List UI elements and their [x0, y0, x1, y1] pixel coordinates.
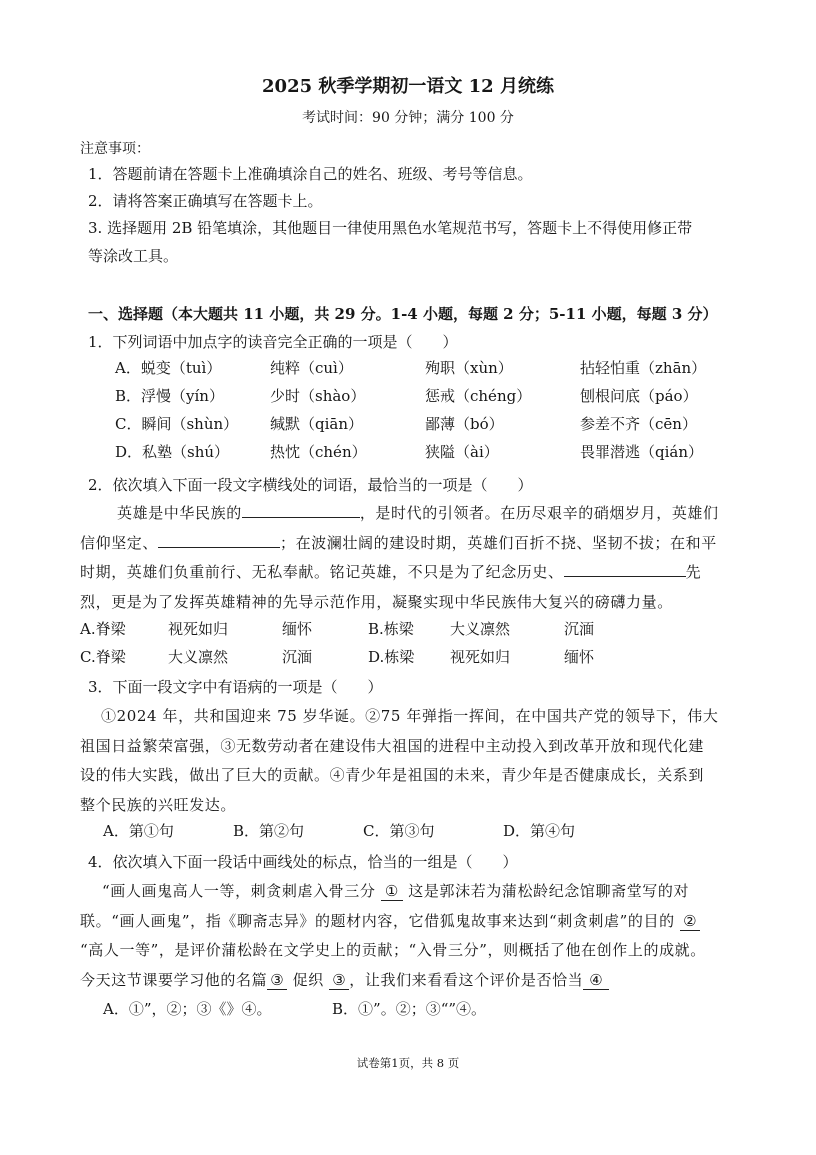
q1-d-word-3: 狭隘（ài） [425, 443, 499, 461]
q1-option-c[interactable] [115, 413, 735, 434]
q2-text-1: 英雄是中华民族的 [117, 504, 242, 522]
q3-options [103, 820, 703, 841]
q4-text-4a: 今天这节课要学习他的名篇 [80, 970, 268, 989]
q2-a-word-2: 视死如归 [168, 620, 229, 638]
note-item-2: 2．请将答案正确填写在答题卡上。 [88, 192, 323, 210]
q4-text-4c: ，让我们来看看这个评价是否恰当 [349, 970, 584, 989]
q1-stem: 1．下列词语中加点字的读音完全正确的一项是（ ） [88, 333, 458, 351]
notes-heading: 注意事项： [80, 141, 150, 157]
q1-d-word-4: 畏罪潜逃（qián） [580, 443, 704, 461]
q1-a-word-2: 纯粹（cuì） [270, 359, 353, 377]
q4-text-4b: 促织 [292, 970, 324, 989]
q2-option-d[interactable]: D.栋梁 [368, 648, 415, 666]
q4-stem: 4．依次填入下面一段话中画线处的标点，恰当的一组是（ ） [88, 853, 518, 871]
q1-b-word-3: 惩戒（chéng） [425, 387, 532, 405]
q2-blank-3 [564, 562, 686, 577]
q2-options-row-2 [80, 646, 720, 667]
q3-line-4: 整个民族的兴旺发达。 [80, 795, 237, 814]
q3-line-3: 设的伟大实践，做出了巨大的贡献。④青少年是祖国的未来，青少年是否健康成长，关系到 [80, 766, 705, 784]
q2-passage [80, 499, 740, 617]
q1-option-d[interactable] [115, 441, 735, 462]
q2-b-word-2: 大义凛然 [450, 620, 511, 638]
q3-option-a[interactable]: A．第①句 [103, 822, 174, 840]
q1-c-word-4: 参差不齐（cēn） [580, 415, 697, 433]
q2-text-6: 先 [685, 563, 702, 581]
q1-b-word-1: B．浮慢（yín） [115, 387, 224, 405]
q1-option-b[interactable] [115, 385, 735, 406]
q3-stem: 3．下面一段文字中有语病的一项是（ ） [88, 678, 383, 696]
q1-c-word-1: C．瞬间（shùn） [115, 415, 239, 433]
q1-d-word-2: 热忱（chén） [270, 443, 367, 461]
q3-line-2: 祖国日益繁荣富强，③无数劳动者在建设伟大祖国的进程中主动投入到改革开放和现代化建 [80, 736, 705, 755]
q4-text-1b: 这是郭沫若为蒲松龄纪念馆聊斋堂写的对 [408, 882, 690, 900]
q4-mark-1: ① [381, 882, 403, 901]
q3-option-d[interactable]: D．第④句 [503, 822, 576, 840]
q4-text-3: “高人一等”，是评价蒲松龄在文学史上的贡献；“入骨三分”，则概括了他在创作上的成就。 [80, 941, 706, 959]
q1-c-word-3: 鄙薄（bó） [425, 415, 504, 433]
q4-option-b[interactable]: B．①”。②；③“”④。 [332, 1000, 487, 1018]
q2-text-7: 烈，更是为了发挥英雄精神的先导示范作用，凝聚实现中华民族伟大复兴的磅礴力量。 [80, 592, 673, 611]
q1-d-word-1: D．私塾（shú） [115, 443, 230, 461]
q2-a-word-3: 缅怀 [282, 620, 313, 638]
q2-stem: 2．依次填入下面一段文字横线处的词语，最恰当的一项是（ ） [88, 476, 533, 494]
q4-mark-4: ④ [583, 971, 609, 990]
q1-option-a[interactable] [115, 357, 735, 378]
q1-b-word-4: 刨根问底（páo） [580, 387, 698, 405]
q4-text-2a: 联。“画人画鬼”，指《聊斋志异》的题材内容，它借狐鬼故事来达到“刺贪刺虐”的目的 [80, 911, 675, 930]
q2-b-word-3: 沉湎 [564, 620, 595, 638]
q1-b-word-2: 少时（shào） [270, 387, 366, 405]
q4-passage [80, 877, 740, 995]
note-item-3-cont: 等涂改工具。 [88, 247, 179, 265]
q2-d-word-3: 缅怀 [564, 648, 595, 666]
q2-text-3: 信仰坚定、 [80, 533, 159, 552]
q2-blank-1 [242, 503, 360, 518]
q2-option-b[interactable]: B.栋梁 [368, 620, 414, 638]
exam-title: 2025 秋季学期初一语文 12 月统练 [262, 76, 554, 97]
section-heading: 一、选择题（本大题共 11 小题，共 29 分。1-4 小题，每题 2 分；5-11 小题，每题 3 分） [88, 305, 718, 323]
note-item-1: 1．答题前请在答题卡上准确填涂自己的姓名、班级、考号等信息。 [88, 165, 533, 183]
q4-mark-3b: ③ [329, 971, 349, 990]
page-footer: 试卷第1页，共 8 页 [356, 1056, 460, 1070]
q2-text-4: ；在波澜壮阔的建设时期，英雄们百折不挠、坚韧不拔；在和平 [280, 533, 717, 552]
q2-option-c[interactable]: C.脊梁 [80, 648, 126, 666]
q3-line-1: ①2024 年，共和国迎来 75 岁华诞。②75 年弹指一挥间，在中国共产党的领导下，伟大 [101, 707, 719, 725]
q3-option-c[interactable]: C．第③句 [363, 822, 435, 840]
q4-mark-2: ② [680, 912, 700, 931]
q4-option-a[interactable]: A．①”，②；③《》④。 [103, 1000, 272, 1018]
note-item-3: 3. 选择题用 2B 铅笔填涂，其他题目一律使用黑色水笔规范书写，答题卡上不得使用修正带 [88, 219, 693, 237]
q2-option-a[interactable]: A.脊梁 [80, 620, 126, 638]
q4-mark-3a: ③ [267, 971, 287, 990]
q2-blank-2 [158, 533, 280, 548]
q2-options-row-1 [80, 618, 720, 639]
q2-d-word-2: 视死如归 [450, 648, 511, 666]
q2-text-5: 时期，英雄们负重前行、无私奉献。铭记英雄，不只是为了纪念历史、 [80, 563, 564, 581]
q1-c-word-2: 缄默（qiān） [270, 415, 364, 433]
q1-a-word-4: 拈轻怕重（zhān） [580, 359, 707, 377]
q2-text-2: ，是时代的引领者。在历尽艰辛的硝烟岁月，英雄们 [359, 504, 719, 522]
exam-subtitle: 考试时间：90 分钟；满分 100 分 [302, 110, 514, 126]
q4-text-1a: “画人画鬼高人一等，刺贪刺虐入骨三分 [102, 882, 376, 900]
q2-c-word-2: 大义凛然 [168, 648, 229, 666]
q1-a-word-1: A．蜕变（tuì） [115, 359, 222, 377]
q2-c-word-3: 沉湎 [282, 648, 313, 666]
q1-a-word-3: 殉职（xùn） [425, 359, 513, 377]
q3-passage [80, 702, 740, 820]
q3-option-b[interactable]: B．第②句 [233, 822, 305, 840]
